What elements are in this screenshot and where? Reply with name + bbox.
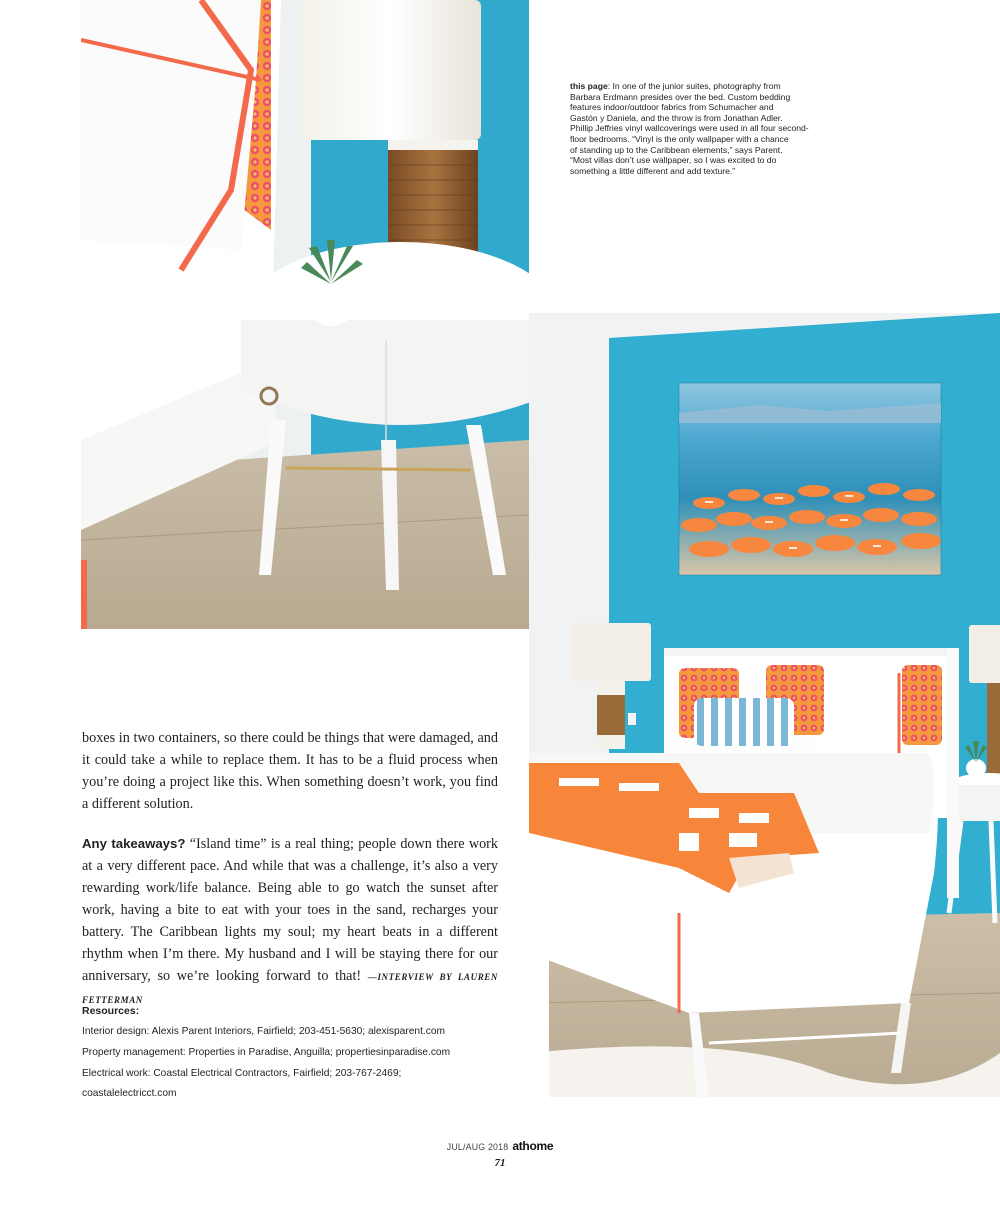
bedroom-photo bbox=[529, 313, 1000, 1097]
resources-list bbox=[82, 1022, 502, 1105]
page-folio bbox=[0, 1137, 1000, 1169]
resource-line: Interior design: Alexis Parent Interiors, Fairfield; 203-451-5630; alexisparent.com bbox=[82, 1026, 445, 1037]
caption-line: features indoor/outdoor fabrics from Schumacher and bbox=[570, 102, 774, 113]
nightstand-photo bbox=[81, 0, 529, 629]
article-paragraph: boxes in two containers, so there could be things that were damaged, and it could take a while to replace them. It has to be a fluid process when you’re doing a project like this. When something doesn’t work, you find a different solution. bbox=[82, 730, 498, 812]
photo-caption bbox=[570, 81, 845, 176]
caption-line: Gastón y Daniela, and the throw is from Jonathan Adler. bbox=[570, 112, 783, 123]
issue-date: JUL/AUG 2018 bbox=[446, 1142, 509, 1152]
interview-answer: “Island time” is a real thing; people down there work at a very different pace. And while that was a challenge, it’s also a very rewarding work/life balance. Being able to go watch the sunset after work, having a bite to eat with your toes in the sand, recharges your battery. The Caribbean lights my soul; my heart beats in a different rhythm when I’m there. My husband and I will be staying there for our anniversary, so we’re looking forward to that! bbox=[82, 836, 498, 984]
interview-question: Any takeaways? bbox=[82, 836, 186, 851]
page-number: 71 bbox=[494, 1157, 506, 1169]
caption-lead: this page bbox=[570, 81, 608, 91]
caption-line: : In one of the junior suites, photography from bbox=[607, 81, 781, 91]
resource-line: Property management: Properties in Paradise, Anguilla; propertiesinparadise.com bbox=[82, 1046, 451, 1058]
interview-credit: —INTERVIEW BY LAUREN FETTERMAN bbox=[82, 972, 498, 1005]
caption-line: “Most villas don’t use wallpaper, so I was excited to do bbox=[570, 155, 777, 166]
caption-line: of standing up to the Caribbean elements,” says Parent. bbox=[570, 144, 783, 155]
article-body bbox=[82, 727, 498, 1011]
caption-line: Phillip Jeffries vinyl wallcoverings were used in all four second- bbox=[570, 123, 809, 134]
caption-line: Barbara Erdmann presides over the bed. Custom bedding bbox=[570, 91, 791, 102]
resources-heading: Resources: bbox=[82, 1005, 140, 1017]
resource-line: Electrical work: Coastal Electrical Contractors, Fairfield; 203-767-2469; bbox=[82, 1067, 402, 1079]
caption-line: something a little different and add texture.” bbox=[570, 165, 736, 176]
resource-line: coastalelectricct.com bbox=[82, 1088, 177, 1100]
caption-line: floor bedrooms. “Vinyl is the only wallpaper with a chance bbox=[570, 133, 789, 144]
resources-section bbox=[82, 1003, 502, 1105]
article-paragraph bbox=[82, 833, 498, 1011]
magazine-logo: athome bbox=[512, 1139, 554, 1153]
